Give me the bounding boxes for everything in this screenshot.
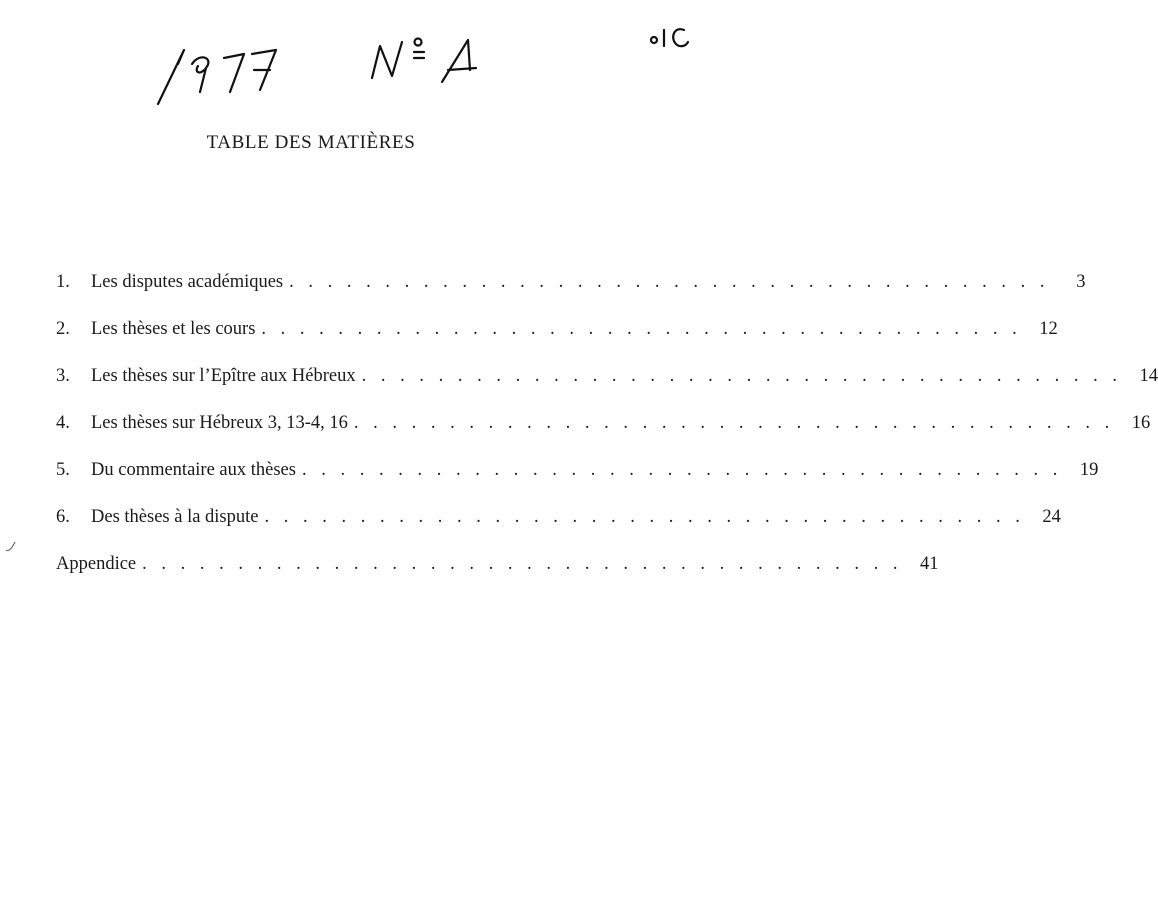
toc-entry-number: 4. xyxy=(56,413,70,433)
toc-entry-title: Les thèses et les cours xyxy=(91,319,256,339)
dot-leader: . . . . . . . . . . . . . . . . . . . . . . . . . . . . . . . . . . . . . . . . xyxy=(261,319,1022,339)
page-title: TABLE DES MATIÈRES xyxy=(206,132,416,153)
toc-entry xyxy=(56,507,1061,554)
toc-entry-title: Appendice xyxy=(56,554,137,574)
toc-entry-number: 2. xyxy=(56,319,70,339)
toc-entry-number: 1. xyxy=(56,272,70,292)
toc-entry-page: 3 xyxy=(1076,272,1086,292)
toc-entry xyxy=(56,460,1099,507)
toc-entry-title: Les disputes académiques xyxy=(91,272,284,292)
toc-entry-page: 41 xyxy=(920,554,939,574)
table-of-contents xyxy=(56,272,1158,601)
toc-entry-title: Du commentaire aux thèses xyxy=(91,460,296,480)
dot-leader: . . . . . . . . . . . . . . . . . . . . . . . . . . . . . . . . . . . . . . . . xyxy=(289,272,1050,292)
dot-leader: . . . . . . . . . . . . . . . . . . . . . . . . . . . . . . . . . . . . . . . . xyxy=(353,413,1115,433)
toc-entry-number: 6. xyxy=(56,507,70,527)
margin-tick-mark xyxy=(4,540,18,554)
toc-entry-page: 12 xyxy=(1039,319,1058,339)
toc-entry-page: 16 xyxy=(1131,413,1151,433)
toc-entry-number: 3. xyxy=(56,366,70,386)
toc-entry-title: Des thèses à la dispute xyxy=(91,507,259,527)
toc-entry xyxy=(56,366,1158,413)
toc-entry-page: 19 xyxy=(1079,460,1099,480)
toc-entry-title: Les thèses sur l’Epître aux Hébreux xyxy=(91,366,356,386)
toc-entry-appendix xyxy=(56,554,939,601)
toc-entry xyxy=(56,319,1058,366)
toc-entry xyxy=(56,413,1151,460)
dot-leader: . . . . . . . . . . . . . . . . . . . . . . . . . . . . . . . . . . . . . . . . xyxy=(301,460,1063,480)
toc-entry-title: Les thèses sur Hébreux 3, 13-4, 16 xyxy=(91,413,348,433)
dot-leader: . . . . . . . . . . . . . . . . . . . . . . . . . . . . . . . . . . . . . . . . xyxy=(361,366,1122,386)
dot-leader: . . . . . . . . . . . . . . . . . . . . . . . . . . . . . . . . . . . . . . . . xyxy=(264,507,1025,527)
toc-entry-page: 14 xyxy=(1139,366,1158,386)
toc-entry-page: 24 xyxy=(1042,507,1061,527)
toc-entry xyxy=(56,272,1086,319)
toc-entry-number: 5. xyxy=(56,460,70,480)
dot-leader: . . . . . . . . . . . . . . . . . . . . . . . . . . . . . . . . . . . . . . . . xyxy=(142,554,903,574)
handwritten-annotation xyxy=(0,0,710,120)
